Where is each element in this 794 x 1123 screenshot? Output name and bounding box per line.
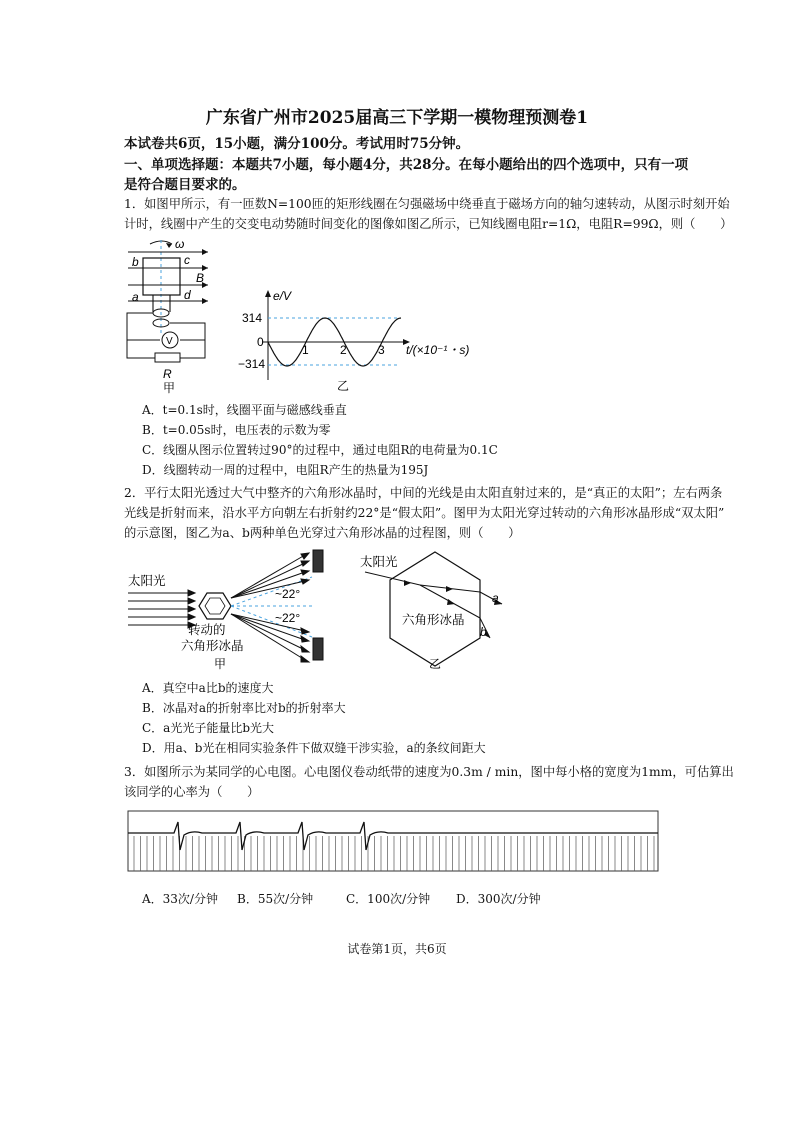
origin-label: 0 [257,335,264,349]
x-tick-3: 3 [378,343,385,357]
y-tick-314: 314 [242,311,263,325]
q2-option-b[interactable]: B．冰晶对a的折射率比对b的折射率大 [142,701,346,715]
q1-option-a[interactable]: A．t=0.1s时，线圈平面与磁感线垂直 [142,403,347,417]
page-footer: 试卷第1页，共6页 [347,942,447,956]
x-tick-2: 2 [340,343,347,357]
q1-stem-line1: 1．如图甲所示，有一匝数N=100匝的矩形线圈在匀强磁场中绕垂直于磁场方向的轴匀速转动，从图示时刻开始 [124,197,730,211]
ecg-trace [128,822,658,850]
angle-label-lower: ~22° [275,611,301,625]
figure-caption-jia: 甲 [163,381,176,395]
x-tick-1: 1 [302,343,309,357]
q3-stem-line2: 该同学的心率为（ ） [124,785,260,799]
section-heading-line2: 是符合题目要求的。 [124,177,246,193]
label-d: d [184,288,191,302]
q2-option-a[interactable]: A．真空中a比b的速度大 [142,681,274,695]
figure-caption-jia-2: 甲 [214,657,227,671]
sunlight-label-jia: 太阳光 [128,574,166,588]
ray-label-b: b [480,625,487,639]
q3-stem-line1: 3．如图所示为某同学的心电图。心电图仪卷动纸带的速度为0.3m / min，图中每小格的宽度为1mm，可估算出 [124,765,734,779]
q1-stem-line2: 计时，线圈中产生的交变电动势随时间变化的图像如图乙所示，已知线圈电阻r=1Ω，电阻R=99Ω，则（ ） [124,217,733,231]
label-b: b [132,255,139,269]
exam-intro: 本试卷共6页，15小题，满分100分。考试用时75分钟。 [124,136,470,152]
label-B-field: B [196,271,205,285]
q2-stem-line1: 2．平行太阳光透过大气中整齐的六角形冰晶时，中间的光线是由太阳直射过来的，是“真正的太阳”；左右两条 [124,486,723,500]
angle-label-upper: ~22° [275,587,301,601]
crystal-label-line2: 六角形冰晶 [181,639,244,653]
y-tick-minus-314: −314 [238,357,266,371]
ecg-frame [128,811,658,871]
q3-option-b[interactable]: B．55次/分钟 [237,892,314,906]
q1-option-b[interactable]: B．t=0.05s时，电压表的示数为零 [142,423,331,437]
y-axis-label: e/V [273,289,292,303]
crystal-label-yi: 六角形冰晶 [402,613,465,627]
omega-label: ω [175,237,185,251]
label-R: R [163,367,172,381]
q3-option-d[interactable]: D．300次/分钟 [456,892,541,906]
q3-option-c[interactable]: C．100次/分钟 [346,892,431,906]
voltmeter-label: V [166,336,173,347]
sunlight-label-yi: 太阳光 [360,555,398,569]
q2-stem-line3: 的示意图，图乙为a、b两种单色光穿过六角形冰晶的过程图，则（ ） [124,526,521,540]
figure-caption-yi: 乙 [337,379,350,393]
label-a: a [132,290,139,304]
q3-option-a[interactable]: A．33次/分钟 [142,892,218,906]
q1-option-d[interactable]: D．线圈转动一周的过程中，电阻R产生的热量为195J [142,463,429,477]
section-heading-line1: 一、单项选择题：本题共7小题，每小题4分，共28分。在每小题给出的四个选项中，只有一项 [124,157,689,173]
x-axis-label: t/(×10⁻¹・s) [406,343,470,357]
figure-caption-yi-2: 乙 [429,657,442,671]
q2-stem-line2: 光线是折射而来，沿水平方向朝左右折射约22°是“假太阳”。图甲为太阳光穿过转动的六角形冰晶形成“双太阳” [124,506,725,520]
page-title: 广东省广州市2025届高三下学期一模物理预测卷1 [205,108,589,128]
ray-label-a: a [492,591,499,605]
q1-option-c[interactable]: C．线圈从图示位置转过90°的过程中，通过电阻R的电荷量为0.1C [142,443,498,457]
crystal-label-line1: 转动的 [188,623,226,637]
q2-option-c[interactable]: C．a光光子能量比b光大 [142,721,275,735]
q2-option-d[interactable]: D．用a、b光在相同实验条件下做双缝干涉实验，a的条纹间距大 [142,741,486,755]
label-c: c [184,253,190,267]
